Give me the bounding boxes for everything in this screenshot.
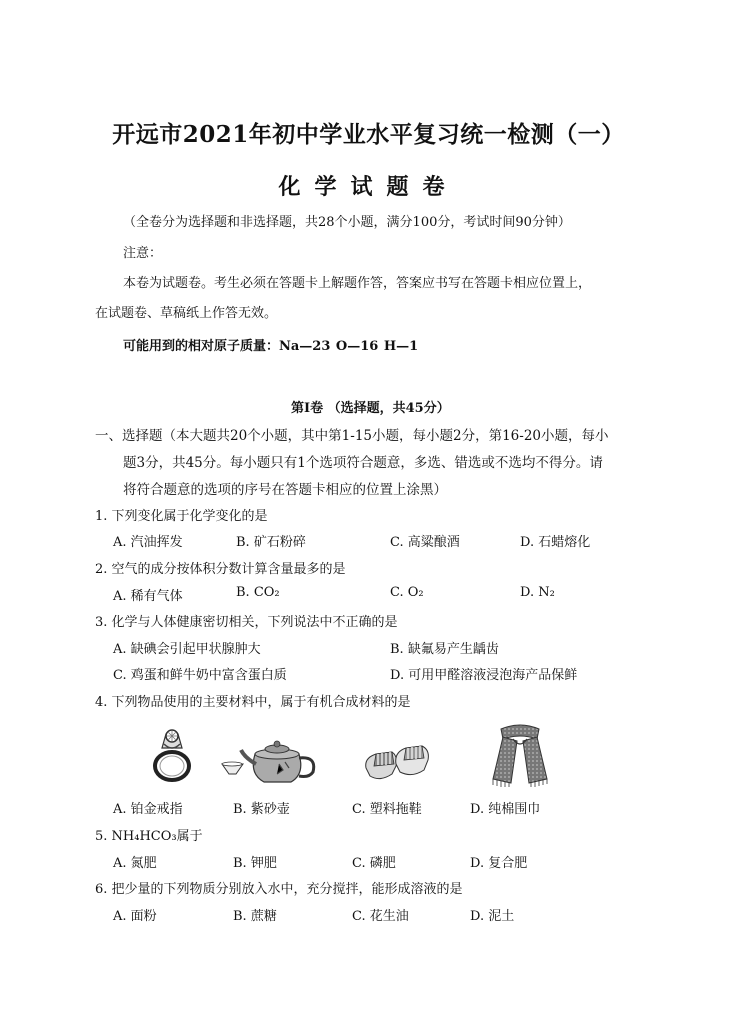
question-4-option-d: D. 纯棉围巾 bbox=[470, 802, 541, 817]
question-3-option-c: C. 鸡蛋和鲜牛奶中富含蛋白质 bbox=[113, 668, 287, 683]
teapot-icon bbox=[219, 734, 321, 786]
question-2-stem: 2. 空气的成分按体积分数计算含量最多的是 bbox=[95, 562, 346, 577]
question-5-option-c: C. 磷肥 bbox=[352, 856, 396, 871]
question-6-option-b: B. 蔗糖 bbox=[233, 909, 277, 924]
question-4-option-b: B. 紫砂壶 bbox=[233, 802, 290, 817]
question-2-option-c: C. O₂ bbox=[390, 585, 424, 600]
question-5-stem: 5. NH₄HCO₃属于 bbox=[95, 829, 203, 844]
atomic-mass-line: 可能用到的相对原子质量：Na—23 O—16 H—1 bbox=[123, 339, 419, 354]
question-1-option-a: A. 汽油挥发 bbox=[113, 535, 183, 550]
question-2-option-a: A. 稀有气体 bbox=[113, 589, 183, 604]
question-1-option-d: D. 石蜡熔化 bbox=[520, 535, 591, 550]
question-4-option-a: A. 铂金戒指 bbox=[113, 802, 183, 817]
ring-icon bbox=[148, 722, 198, 786]
exam-subtitle: 化学试题卷 bbox=[278, 174, 459, 200]
question-3-option-b: B. 缺氟易产生龋齿 bbox=[390, 642, 499, 657]
question-6-option-c: C. 花生油 bbox=[352, 909, 409, 924]
exam-title: 开远市2021年初中学业水平复习统一检测（一） bbox=[112, 121, 625, 148]
question-6-option-d: D. 泥土 bbox=[470, 909, 515, 924]
question-3-stem: 3. 化学与人体健康密切相关，下列说法中不正确的是 bbox=[95, 615, 398, 630]
instruction-line-1: 一、选择题（本大题共20个小题，其中第1-15小题，每小题2分，第16-20小题，每小 bbox=[95, 428, 609, 444]
attention-label: 注意： bbox=[123, 246, 163, 261]
attention-line-1: 本卷为试题卷。考生必须在答题卡上解题作答，答案应书写在答题卡相应位置上， bbox=[123, 276, 592, 291]
question-2-option-d: D. N₂ bbox=[520, 585, 555, 600]
question-5-option-d: D. 复合肥 bbox=[470, 856, 528, 871]
attention-line-2: 在试题卷、草稿纸上作答无效。 bbox=[95, 306, 278, 321]
scarf-icon bbox=[487, 723, 553, 789]
question-3-option-a: A. 缺碘会引起甲状腺肿大 bbox=[113, 642, 261, 657]
question-2-option-b: B. CO₂ bbox=[236, 585, 280, 600]
question-4-option-c: C. 塑料拖鞋 bbox=[352, 802, 422, 817]
question-5-option-a: A. 氮肥 bbox=[113, 856, 157, 871]
question-6-stem: 6. 把少量的下列物质分别放入水中，充分搅拌，能形成溶液的是 bbox=[95, 882, 463, 897]
instruction-line-3: 将符合题意的选项的序号在答题卡相应的位置上涂黑） bbox=[123, 482, 447, 498]
question-1-stem: 1. 下列变化属于化学变化的是 bbox=[95, 509, 268, 524]
question-3-option-d: D. 可用甲醛溶液浸泡海产品保鲜 bbox=[390, 668, 578, 683]
question-1-option-c: C. 高粱酿酒 bbox=[390, 535, 460, 550]
question-4-stem: 4. 下列物品使用的主要材料中，属于有机合成材料的是 bbox=[95, 695, 411, 710]
question-1-option-b: B. 矿石粉碎 bbox=[236, 535, 306, 550]
instruction-line-2: 题3分，共45分。每小题只有1个选项符合题意，多选、错选或不选均不得分。请 bbox=[123, 455, 603, 471]
exam-note: （全卷分为选择题和非选择题，共28个小题，满分100分，考试时间90分钟） bbox=[123, 215, 571, 230]
question-6-option-a: A. 面粉 bbox=[113, 909, 157, 924]
question-5-option-b: B. 钾肥 bbox=[233, 856, 277, 871]
section-heading: 第Ⅰ卷 （选择题，共45分） bbox=[291, 401, 450, 416]
slippers-icon bbox=[362, 736, 432, 786]
